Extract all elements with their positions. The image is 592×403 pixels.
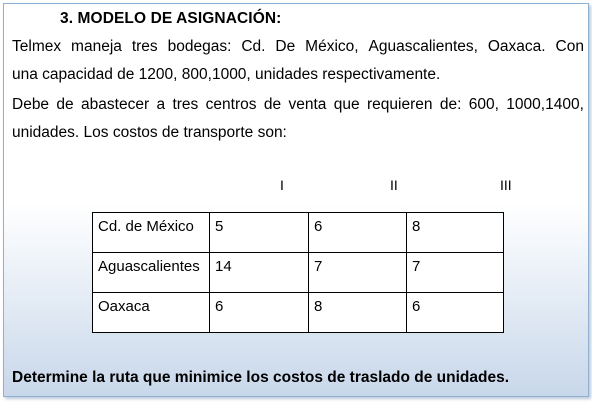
paragraph-line bbox=[12, 33, 584, 61]
word: De bbox=[275, 38, 296, 55]
problem-panel bbox=[3, 3, 589, 397]
word: de: bbox=[439, 96, 462, 113]
word: Con bbox=[555, 38, 584, 55]
row-label: Aguascalientes bbox=[93, 253, 210, 293]
cost-cell: 5 bbox=[210, 213, 309, 253]
cost-cell: 6 bbox=[309, 213, 407, 253]
word: a bbox=[156, 96, 166, 113]
word: bodegas: bbox=[167, 38, 232, 55]
word: maneja bbox=[71, 38, 122, 55]
paragraph-line bbox=[12, 91, 584, 119]
paragraph-capacity bbox=[12, 33, 584, 89]
paragraph-demand bbox=[12, 91, 584, 147]
column-header-2: II bbox=[390, 177, 398, 193]
word: Debe bbox=[12, 96, 50, 113]
paragraph-line: una capacidad de 1200, 800,1000, unidades respectivamente. bbox=[12, 66, 441, 83]
paragraph-line: unidades. Los costos de transporte son: bbox=[12, 124, 287, 141]
cost-cell: 7 bbox=[407, 253, 504, 293]
word: de bbox=[56, 96, 74, 113]
table-row bbox=[93, 213, 504, 253]
cost-cell: 8 bbox=[309, 293, 407, 333]
cost-cell: 14 bbox=[210, 253, 309, 293]
word: Cd. bbox=[241, 38, 266, 55]
cost-cell: 7 bbox=[309, 253, 407, 293]
word: 1000,1400, bbox=[506, 96, 584, 113]
row-label: Cd. de México bbox=[93, 213, 210, 253]
cost-cell: 8 bbox=[407, 213, 504, 253]
word: centros bbox=[205, 96, 257, 113]
cost-table bbox=[92, 212, 504, 333]
word: requieren bbox=[366, 96, 433, 113]
cost-cell: 6 bbox=[210, 293, 309, 333]
instruction-text: Determine la ruta que minimice los costos de traslado de unidades. bbox=[12, 369, 509, 386]
word: que bbox=[333, 96, 360, 113]
word: de bbox=[263, 96, 282, 113]
section-heading: 3. MODELO DE ASIGNACIÓN: bbox=[60, 10, 282, 27]
word: México, bbox=[305, 38, 359, 55]
column-header-3: III bbox=[500, 177, 512, 193]
word: Aguascalientes, bbox=[368, 38, 478, 55]
word: abastecer bbox=[81, 96, 150, 113]
word: venta bbox=[288, 96, 327, 113]
column-header-1: I bbox=[280, 177, 284, 193]
word: tres bbox=[131, 38, 158, 55]
row-label: Oaxaca bbox=[93, 293, 210, 333]
table-row bbox=[93, 293, 504, 333]
word: Oaxaca. bbox=[487, 38, 546, 55]
table-row bbox=[93, 253, 504, 293]
word: tres bbox=[172, 96, 199, 113]
word: Telmex bbox=[12, 38, 62, 55]
word: 600, bbox=[468, 96, 499, 113]
cost-cell: 6 bbox=[407, 293, 504, 333]
